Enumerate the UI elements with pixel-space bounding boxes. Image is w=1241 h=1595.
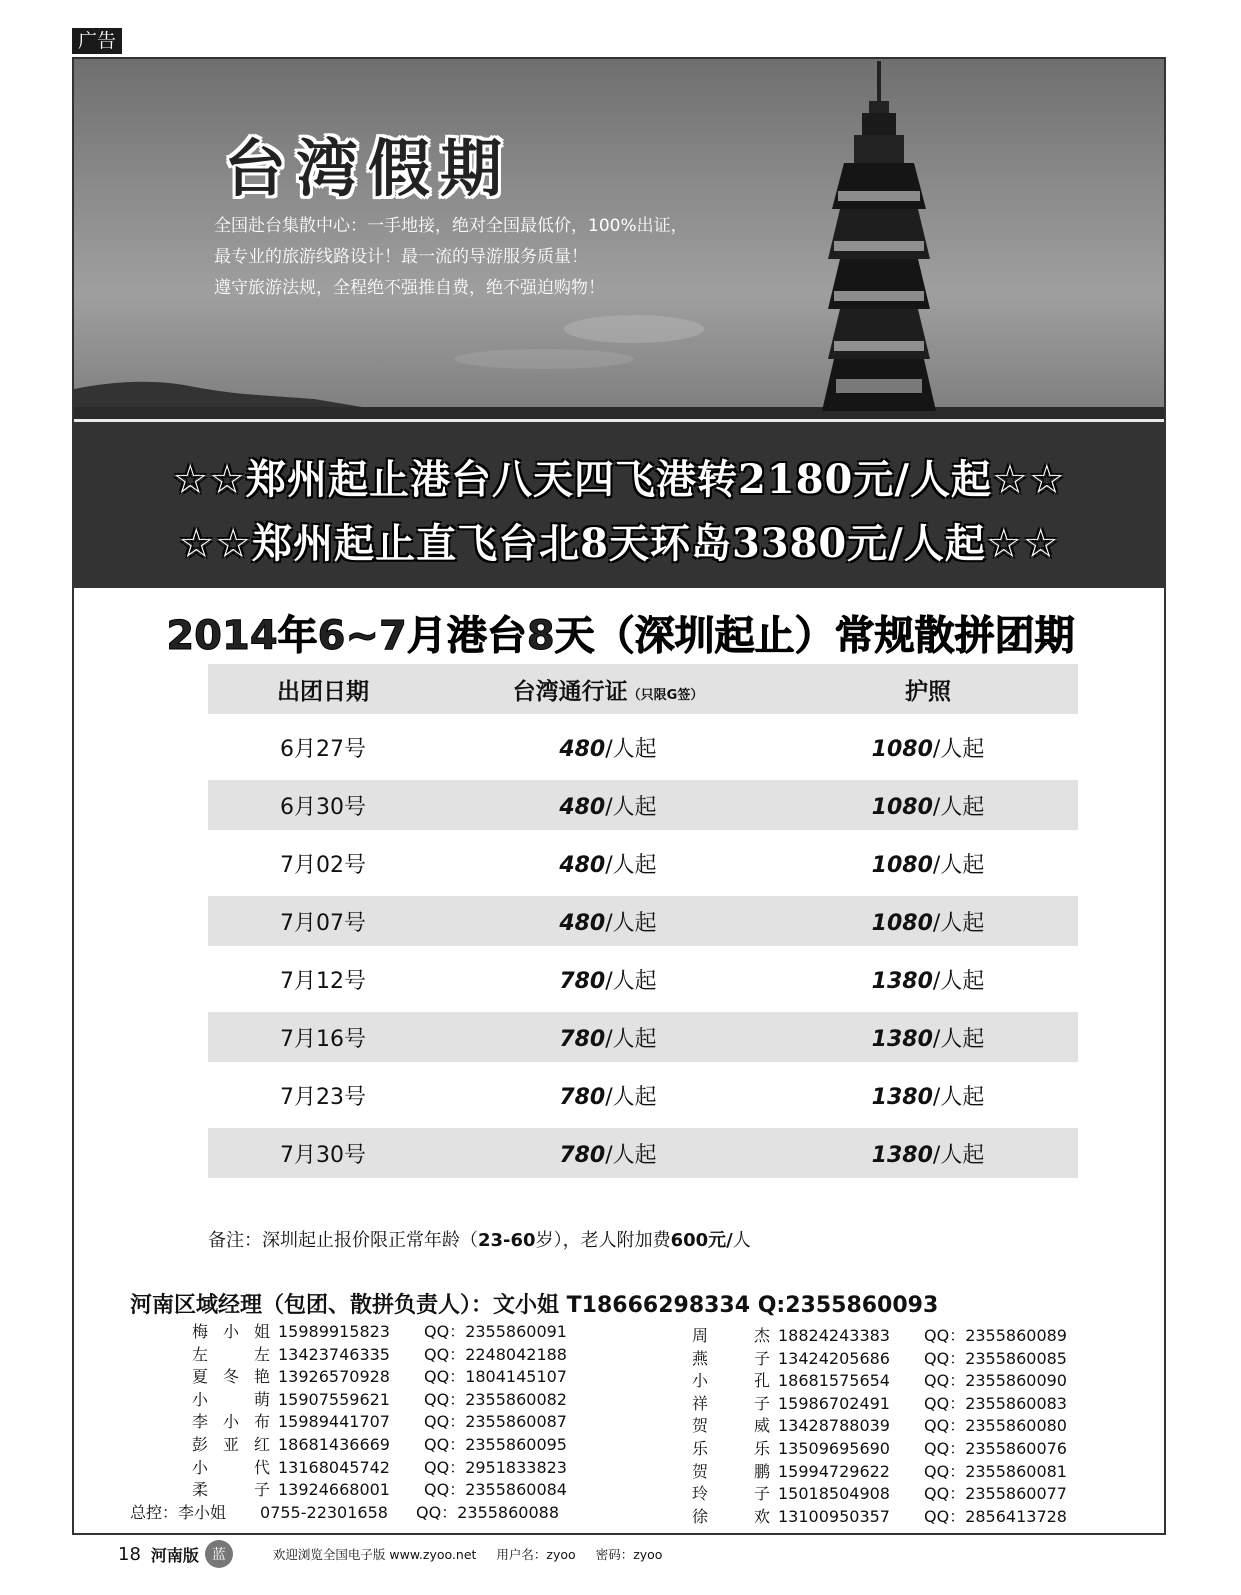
price-banner [74, 422, 1164, 588]
contact-phone: 13168045742 [278, 1457, 390, 1477]
header-passport: 护照 [778, 664, 1078, 714]
header-date: 出团日期 [208, 664, 438, 714]
contact-phone: 13423746335 [278, 1344, 390, 1364]
contact-name: 祥子 [692, 1393, 770, 1413]
contact-name: 贺鹏 [692, 1461, 770, 1481]
row-spacer [208, 946, 1078, 954]
row-date: 7月02号 [280, 852, 366, 878]
contact-name: 小孔 [692, 1371, 770, 1391]
hero-line: 遵守旅游法规，全程绝不强推自费，绝不强迫购物！ [214, 278, 605, 298]
contact-row [192, 1411, 567, 1434]
contact-phone: 13924668001 [278, 1480, 390, 1500]
contact-phone: 13428788039 [778, 1416, 890, 1436]
contact-phone: 13509695690 [778, 1438, 890, 1458]
tower-icon [822, 61, 936, 411]
row-date: 7月12号 [280, 968, 366, 994]
contact-qq: QQ：2951833823 [424, 1457, 567, 1477]
contact-qq: QQ：2355860085 [924, 1348, 1067, 1368]
row-spacer [208, 888, 1078, 896]
total-label: 总控： [130, 1503, 179, 1522]
contact-name: 左左 [192, 1344, 270, 1364]
header-permit-label: 台湾通行证 [512, 678, 628, 705]
contact-row [692, 1415, 1067, 1438]
row-spacer [208, 1062, 1078, 1070]
note-age: 23-60 [478, 1230, 536, 1251]
banner-line-2 [74, 512, 1164, 569]
hero-description [214, 211, 688, 304]
contact-phone: 15989915823 [278, 1322, 390, 1341]
contact-name: 贺威 [692, 1416, 770, 1436]
contact-phone: 18681575654 [778, 1371, 890, 1391]
contact-row [692, 1370, 1067, 1393]
banner-text-2: 郑州起止直飞台北8天环岛3380元/人起 [252, 520, 986, 567]
star-icon: ☆☆ [172, 457, 247, 503]
contact-qq: QQ：2355860082 [424, 1389, 567, 1409]
schedule-title: 2014年6~7月港台8天（深圳起止）常规散拼团期 [166, 613, 1075, 659]
total-name: 李小姐 [178, 1503, 227, 1522]
contact-name: 小萌 [192, 1389, 270, 1409]
contact-phone: 15994729622 [778, 1461, 890, 1481]
footer-password: 密码：zyoo [595, 1547, 663, 1562]
hero-section [74, 59, 1164, 422]
row-passport-price: 1380/人起 [871, 1026, 985, 1052]
schedule-row [208, 1070, 1078, 1120]
contact-qq: QQ：2856413728 [924, 1506, 1067, 1526]
row-passport-price: 1380/人起 [871, 1084, 985, 1110]
total-contact [130, 1500, 559, 1523]
schedule-row [208, 838, 1078, 888]
note-suffix: 人 [732, 1230, 751, 1251]
row-permit-price: 780/人起 [559, 1142, 657, 1168]
contact-qq: QQ：1804145107 [424, 1367, 567, 1387]
contact-qq: QQ：2355860081 [924, 1461, 1067, 1481]
row-date: 6月27号 [280, 736, 366, 762]
contact-row [692, 1506, 1067, 1529]
contact-row [192, 1366, 567, 1389]
contact-name: 梅小姐 [192, 1322, 270, 1341]
schedule-row [208, 1012, 1078, 1062]
note-mid: 岁），老人附加费 [535, 1230, 671, 1251]
contact-row [692, 1483, 1067, 1506]
row-spacer [208, 830, 1078, 838]
contacts-right [692, 1325, 1067, 1528]
header-permit [438, 664, 778, 714]
schedule-row [208, 1128, 1078, 1178]
contact-qq: QQ：2355860083 [924, 1393, 1067, 1413]
contact-row [692, 1393, 1067, 1416]
header-permit-note: （只限G签） [627, 687, 704, 703]
schedule-header-row [208, 664, 1078, 714]
row-permit-price: 480/人起 [559, 852, 657, 878]
contact-name: 李小布 [192, 1412, 270, 1432]
page-number: 18 [118, 1543, 141, 1565]
note [208, 1226, 751, 1252]
row-passport-price: 1080/人起 [871, 736, 985, 762]
contact-qq: QQ：2355860076 [924, 1438, 1067, 1458]
row-passport-price: 1380/人起 [871, 1142, 985, 1168]
note-fee: 600元/ [670, 1230, 733, 1251]
contact-name: 小代 [192, 1457, 270, 1477]
row-permit-price: 480/人起 [559, 910, 657, 936]
star-icon: ☆☆ [985, 521, 1060, 567]
row-spacer [208, 1120, 1078, 1128]
contact-phone: 18824243383 [778, 1326, 890, 1345]
schedule-table [208, 664, 1078, 1178]
hero-line: 全国赴台集散中心：一手地接，绝对全国最低价，100%出证， [214, 216, 688, 236]
row-passport-price: 1080/人起 [871, 910, 985, 936]
contact-name: 徐欢 [692, 1506, 770, 1526]
contact-name: 彭亚红 [192, 1434, 270, 1454]
edition-label: 河南版 [150, 1545, 199, 1565]
row-spacer [208, 1004, 1078, 1012]
row-date: 7月16号 [280, 1026, 366, 1052]
contact-row [192, 1434, 567, 1457]
contact-phone: 13926570928 [278, 1367, 390, 1387]
row-permit-price: 480/人起 [559, 794, 657, 820]
row-permit-price: 780/人起 [559, 1084, 657, 1110]
contact-qq: QQ：2355860090 [924, 1371, 1067, 1391]
row-passport-price: 1380/人起 [871, 968, 985, 994]
contact-qq: QQ：2355860089 [924, 1326, 1067, 1345]
contact-phone: 13424205686 [778, 1348, 890, 1368]
contact-phone: 15907559621 [278, 1389, 390, 1409]
footer-username: 用户名：zyoo [496, 1547, 576, 1562]
row-permit-price: 780/人起 [559, 968, 657, 994]
total-qq: QQ：2355860088 [416, 1503, 560, 1522]
contact-row [192, 1479, 567, 1502]
regional-manager: 河南区域经理（包团、散拼负责人）：文小姐 T18666298334 Q:2355860093 [130, 1293, 939, 1318]
logo-icon: 蓝 [205, 1540, 233, 1568]
row-passport-price: 1080/人起 [871, 852, 985, 878]
contact-phone: 18681436669 [278, 1434, 390, 1454]
star-icon: ☆☆ [991, 457, 1066, 503]
star-icon: ☆☆ [178, 521, 253, 567]
row-spacer [208, 714, 1078, 722]
contacts-left [192, 1321, 567, 1502]
contact-qq: QQ：2248042188 [424, 1344, 567, 1364]
schedule-row [208, 954, 1078, 1004]
contact-name: 玲子 [692, 1484, 770, 1504]
schedule-body [208, 714, 1078, 1178]
contact-row [192, 1389, 567, 1412]
schedule-row [208, 722, 1078, 772]
hero-title: 台湾假期 [224, 132, 513, 205]
row-date: 7月07号 [280, 910, 366, 936]
contact-qq: QQ：2355860091 [424, 1322, 567, 1341]
contact-phone: 15986702491 [778, 1393, 890, 1413]
contact-row [192, 1344, 567, 1367]
banner-line-1 [74, 448, 1164, 505]
total-phone: 0755-22301658 [260, 1503, 388, 1522]
row-date: 7月30号 [280, 1142, 366, 1168]
row-passport-price: 1080/人起 [871, 794, 985, 820]
footer [118, 1540, 682, 1568]
contact-name: 柔子 [192, 1480, 270, 1500]
contact-name: 周杰 [692, 1326, 770, 1345]
contact-row [692, 1348, 1067, 1371]
contact-qq: QQ：2355860095 [424, 1434, 567, 1454]
contact-row [692, 1325, 1067, 1348]
contact-qq: QQ：2355860077 [924, 1484, 1067, 1504]
note-prefix: 备注：深圳起止报价限正常年龄（ [208, 1230, 478, 1251]
footer-welcome: 欢迎浏览全国电子版 www.zyoo.net [272, 1547, 477, 1562]
schedule-row [208, 896, 1078, 946]
banner-text-1: 郑州起止港台八天四飞港转2180元/人起 [246, 456, 992, 503]
contact-phone: 15018504908 [778, 1484, 890, 1504]
row-permit-price: 480/人起 [559, 736, 657, 762]
hero-line: 最专业的旅游线路设计！最一流的导游服务质量！ [214, 247, 588, 267]
contact-name: 乐乐 [692, 1438, 770, 1458]
contact-row [192, 1457, 567, 1480]
contact-qq: QQ：2355860080 [924, 1416, 1067, 1436]
schedule-row [208, 780, 1078, 830]
contact-phone: 15989441707 [278, 1412, 390, 1432]
row-date: 7月23号 [280, 1084, 366, 1110]
contact-name: 夏冬艳 [192, 1367, 270, 1387]
contact-row [192, 1321, 567, 1344]
contact-row [692, 1461, 1067, 1484]
row-spacer [208, 772, 1078, 780]
row-permit-price: 780/人起 [559, 1026, 657, 1052]
ad-tag: 广告 [72, 28, 122, 54]
contact-phone: 13100950357 [778, 1506, 890, 1526]
row-date: 6月30号 [280, 794, 366, 820]
contact-qq: QQ：2355860084 [424, 1480, 567, 1500]
contact-row [692, 1438, 1067, 1461]
contact-qq: QQ：2355860087 [424, 1412, 567, 1432]
contact-name: 燕子 [692, 1348, 770, 1368]
